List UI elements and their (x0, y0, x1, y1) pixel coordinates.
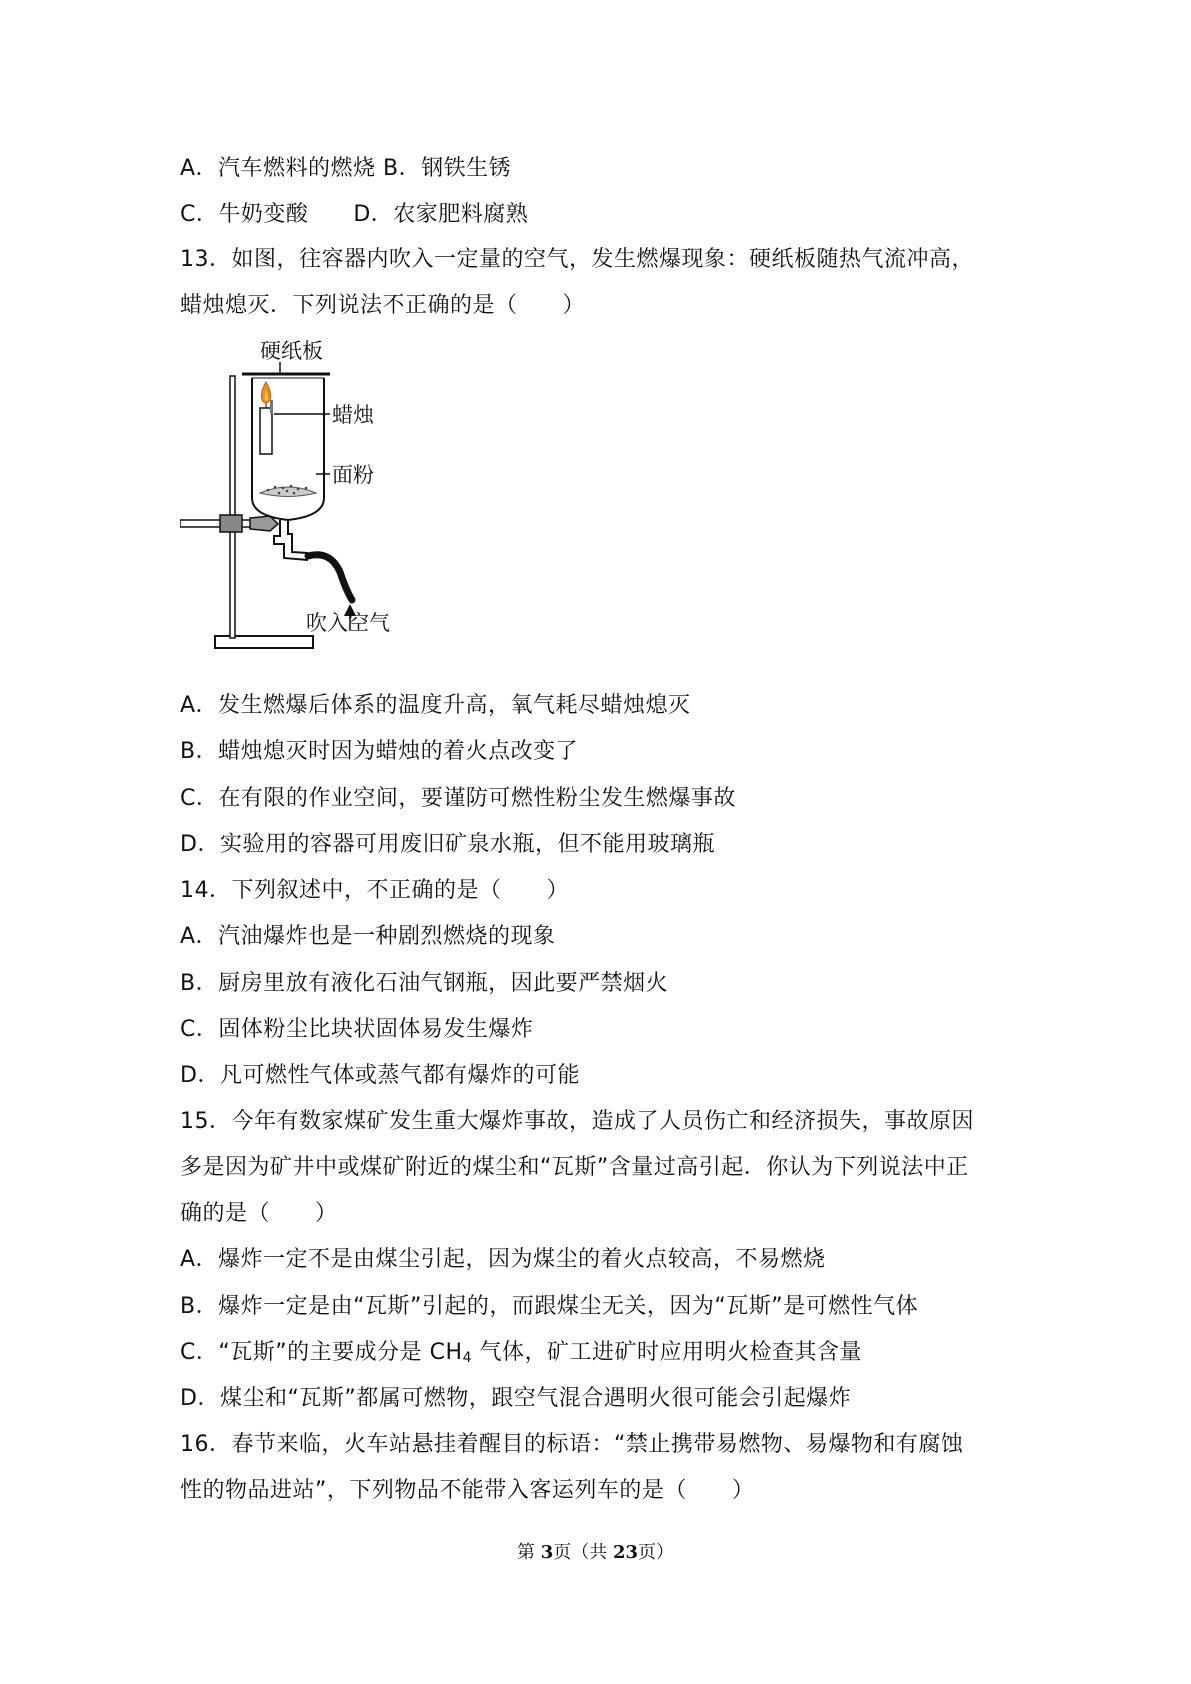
candle (260, 408, 272, 454)
q15-option-c-subscript: 4 (462, 1350, 472, 1366)
q14-option-c: C．固体粉尘比块状固体易发生爆炸 (180, 1017, 534, 1042)
footer-page-number: 3 (540, 1542, 554, 1563)
q13-option-d: D．实验用的容器可用废旧矿泉水瓶，但不能用玻璃瓶 (180, 832, 715, 857)
q14-option-a: A．汽油爆炸也是一种剧烈燃烧的现象 (180, 924, 556, 949)
q14-option-d: D．凡可燃性气体或蒸气都有爆炸的可能 (180, 1063, 580, 1088)
q16-stem-line1: 16．春节来临，火车站悬挂着醒目的标语：“禁止携带易燃物、易爆物和有腐蚀 (180, 1432, 964, 1457)
q12-option-a-b: A．汽车燃料的燃烧 B．钢铁生锈 (180, 156, 512, 181)
page-footer (0, 1541, 1191, 1565)
dust-explosion-apparatus-figure (180, 338, 440, 668)
footer-suffix: 页） (638, 1542, 675, 1563)
q15-option-d: D．煤尘和“瓦斯”都属可燃物，跟空气混合遇明火很可能会引起爆炸 (180, 1386, 852, 1411)
clamp-boss (220, 515, 242, 532)
q15-stem-line3: 确的是（ ） (180, 1201, 338, 1226)
q13-stem-line2: 蜡烛熄灭．下列说法不正确的是（ ） (180, 293, 586, 318)
q15-stem-line1: 15．今年有数家煤矿发生重大爆炸事故，造成了人员伤亡和经济损失，事故原因 (180, 1109, 974, 1134)
footer-middle: 页（共 (553, 1542, 613, 1563)
footer-total-pages: 23 (612, 1542, 639, 1563)
q13-option-a: A．发生燃爆后体系的温度升高，氧气耗尽蜡烛熄灭 (180, 693, 691, 718)
label-candle: 蜡烛 (332, 403, 374, 427)
q13-option-b: B．蜡烛熄灭时因为蜡烛的着火点改变了 (180, 739, 579, 764)
q12-option-c-d: C．牛奶变酸 D．农家肥料腐熟 (180, 202, 529, 227)
q13-option-c: C．在有限的作业空间，要谨防可燃性粉尘发生燃爆事故 (180, 786, 736, 811)
footer-prefix: 第 (516, 1542, 541, 1563)
apparatus-diagram (180, 338, 440, 668)
label-blow-air: 吹入空气 (306, 611, 390, 635)
rubber-tube (308, 555, 352, 600)
q14-option-b: B．厨房里放有液化石油气钢瓶，因此要严禁烟火 (180, 971, 669, 996)
stand-rod (230, 376, 235, 638)
q15-option-a: A．爆炸一定不是由煤尘引起，因为煤尘的着火点较高，不易燃烧 (180, 1247, 826, 1272)
q15-option-c-post: 气体，矿工进矿时应用明火检查其含量 (471, 1340, 862, 1365)
q15-option-c (180, 1338, 862, 1368)
q13-stem-line1: 13．如图，往容器内吹入一定量的空气，发生燃爆现象：硬纸板随热气流冲高， (180, 247, 974, 272)
inlet-pipe-inner (288, 520, 308, 553)
q16-stem-line2: 性的物品进站”，下列物品不能带入客运列车的是（ ） (180, 1478, 755, 1503)
label-cardboard: 硬纸板 (260, 339, 323, 363)
q15-option-c-pre: C．“瓦斯”的主要成分是 CH (180, 1340, 463, 1365)
q15-option-b: B．爆炸一定是由“瓦斯”引起的，而跟煤尘无关，因为“瓦斯”是可燃性气体 (180, 1294, 919, 1319)
candle-holder (270, 400, 273, 414)
q15-stem-line2: 多是因为矿井中或煤矿附近的煤尘和“瓦斯”含量过高引起．你认为下列说法中正 (180, 1155, 969, 1180)
label-flour: 面粉 (332, 463, 374, 487)
q14-stem: 14．下列叙述中，不正确的是（ ） (180, 878, 569, 903)
